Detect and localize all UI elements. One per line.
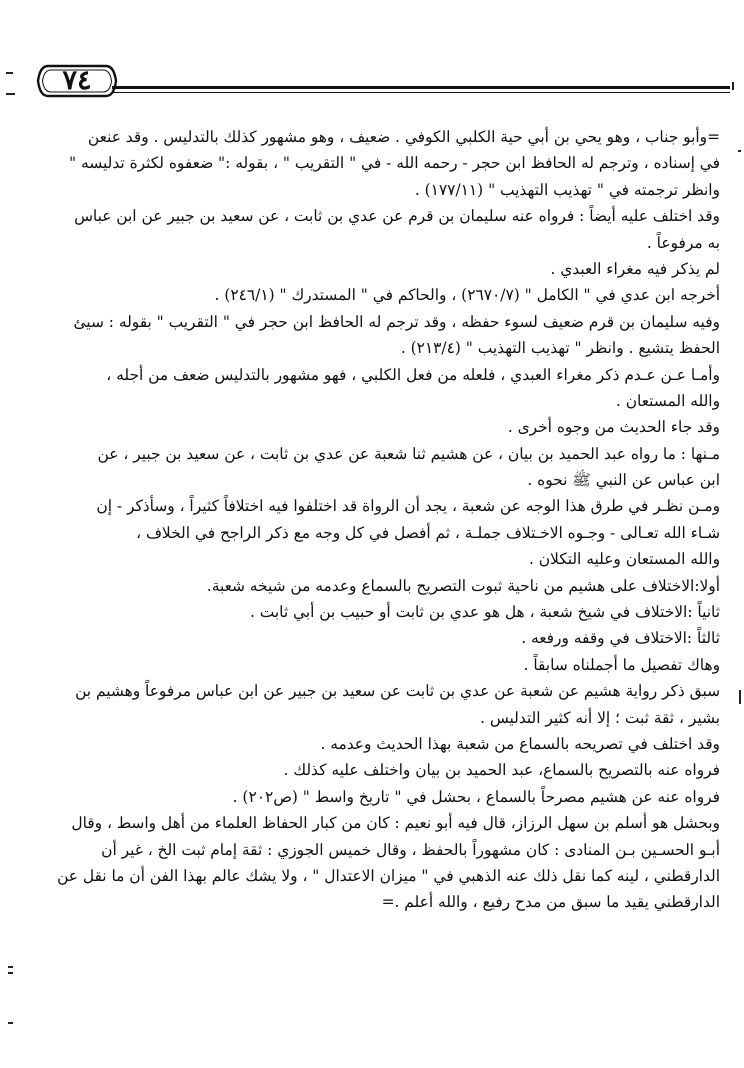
page-number-frame [36, 62, 118, 100]
header-rule [112, 86, 730, 89]
text-line: ومـن نظـر في طرق هذا الوجه عن شعبة ، يجد أن الرواة قد اختلفوا فيه اختلافاً كثيراً ، وسأذكر - إن [96, 497, 720, 516]
body-text [40, 124, 720, 916]
text-line: وبحشل هو أسلم بن سهل الرزاز، قال فيه أبو نعيم : كان من كبار الحفاظ العلماء من أهل واسط ، وقال [71, 814, 720, 833]
text-line: مـنها : ما رواه عبد الحميد بن بيان ، عن هشيم ثنا شعبة عن عدي بن ثابت ، عن سعيد بن جبير ، عن [97, 444, 720, 463]
text-line: وأمـا عـن عـدم ذكر مغراء العبدي ، فلعله من فعل الكلبي ، فهو مشهور بالتدليس ضعف من أجله ، [106, 365, 720, 384]
text-line: وفيه سليمان بن قرم ضعيف لسوء حفظه ، وقد ترجم له الحافظ ابن حجر في " التقريب " بقوله : سيئ [73, 312, 720, 331]
text-line: به مرفوعاً . [646, 233, 720, 252]
text-line: ثانياً :الاختلاف في شيخ شعبة ، هل هو عدي بن ثابت أو حبيب بن أبي ثابت . [249, 603, 720, 622]
text-line: والله المستعان . [615, 391, 720, 410]
text-line: فرواه عنه عن هشيم مصرحاً بالسماع ، بحشل في " تاريخ واسط " (ص٢٠٢) . [232, 787, 720, 806]
text-line: سبق ذكر رواية هشيم عن شعبة عن عدي بن ثابت عن سعيد بن جبير عن ابن عباس مرفوعاً وهشيم بن [75, 682, 720, 701]
margin-mark [8, 966, 13, 968]
text-line: وقد اختلف عليه أيضاً : فرواه عنه سليمان بن قرم عن عدي بن ثابت ، عن سعيد بن جبير عن ابن عباس [74, 207, 720, 226]
margin-mark [732, 82, 734, 90]
text-line: شـاء الله تعـالى - وجـوه الاخـتلاف جملـة ، ثم أفصل في كل وجه مع ذكر الراجح في الخلاف ، [136, 523, 720, 542]
margin-mark [6, 93, 15, 95]
text-line: الدارقطني يقيد ما سبق من مدح رفيع ، والله أعلم .= [381, 893, 720, 912]
text-line: =وأبو جناب ، وهو يحي بن أبي حية الكلبي الكوفي . ضعيف ، وهو مشهور كذلك بالتدليس . وقد عنعن [87, 128, 720, 146]
text-line: والله المستعان وعليه التكلان . [528, 550, 720, 569]
text-line: وقد اختلف في تصريحه بالسماع من شعبة بهذا الحديث وعدمه . [320, 734, 720, 753]
text-line: فرواه عنه بالتصريح بالسماع، عبد الحميد بن بيان واختلف عليه كذلك . [283, 761, 720, 780]
text-line: الدارقطني ، لينه كما نقل ذلك عنه الذهبي في " ميزان الاعتدال " ، ولا يشك عالم بهذا الفن أن ما نقل عن [57, 866, 720, 885]
text-line: أبـو الحسـين بـن المنادى : كان مشهوراً بالحفظ ، وقال خميس الجوزي : ثقة إمام ثبت الخ ، غير أن [101, 840, 720, 859]
text-line: ابن عباس عن النبي ﷺ نحوه . [527, 471, 720, 490]
text-line: بشير ، ثقة ثبت ؛ إلا أنه كثير التدليس . [480, 708, 720, 727]
text-line: وقد جاء الحديث من وجوه أخرى . [507, 418, 720, 437]
margin-mark [8, 972, 13, 974]
header-rule-thin [112, 92, 730, 93]
text-line: وهاك تفصيل ما أجملناه سابقاً . [523, 655, 720, 674]
text-line: وانظر ترجمته في " تهذيب التهذيب " (١٧٧/١١) . [414, 180, 720, 199]
text-line: الحفظ يتشيع . وانظر " تهذيب التهذيب " (٢١٣/٤) . [400, 339, 720, 358]
margin-mark [738, 150, 741, 152]
text-line: ثالثاً :الاختلاف في وقفه ورفعه . [521, 629, 720, 648]
text-line: أولا:الاختلاف على هشيم من ناحية ثبوت التصريح بالسماع وعدمه من شيخه شعبة. [206, 576, 720, 595]
text-line: لم يذكر فيه مغراء العبدي . [550, 259, 720, 278]
margin-mark [8, 1022, 13, 1024]
text-line: أخرجه ابن عدي في " الكامل " (٢٦٧٠/٧) ، والحاكم في " المستدرك " (٢٤٦/١) . [214, 286, 720, 305]
margin-mark [739, 690, 741, 704]
margin-mark [6, 72, 13, 74]
page-number: ٧٤ [62, 65, 92, 96]
text-line: في إسناده ، وترجم له الحافظ ابن حجر - رحمه الله - في " التقريب " ، بقوله :" ضعفوه لكثرة تدليسه " [69, 154, 720, 173]
